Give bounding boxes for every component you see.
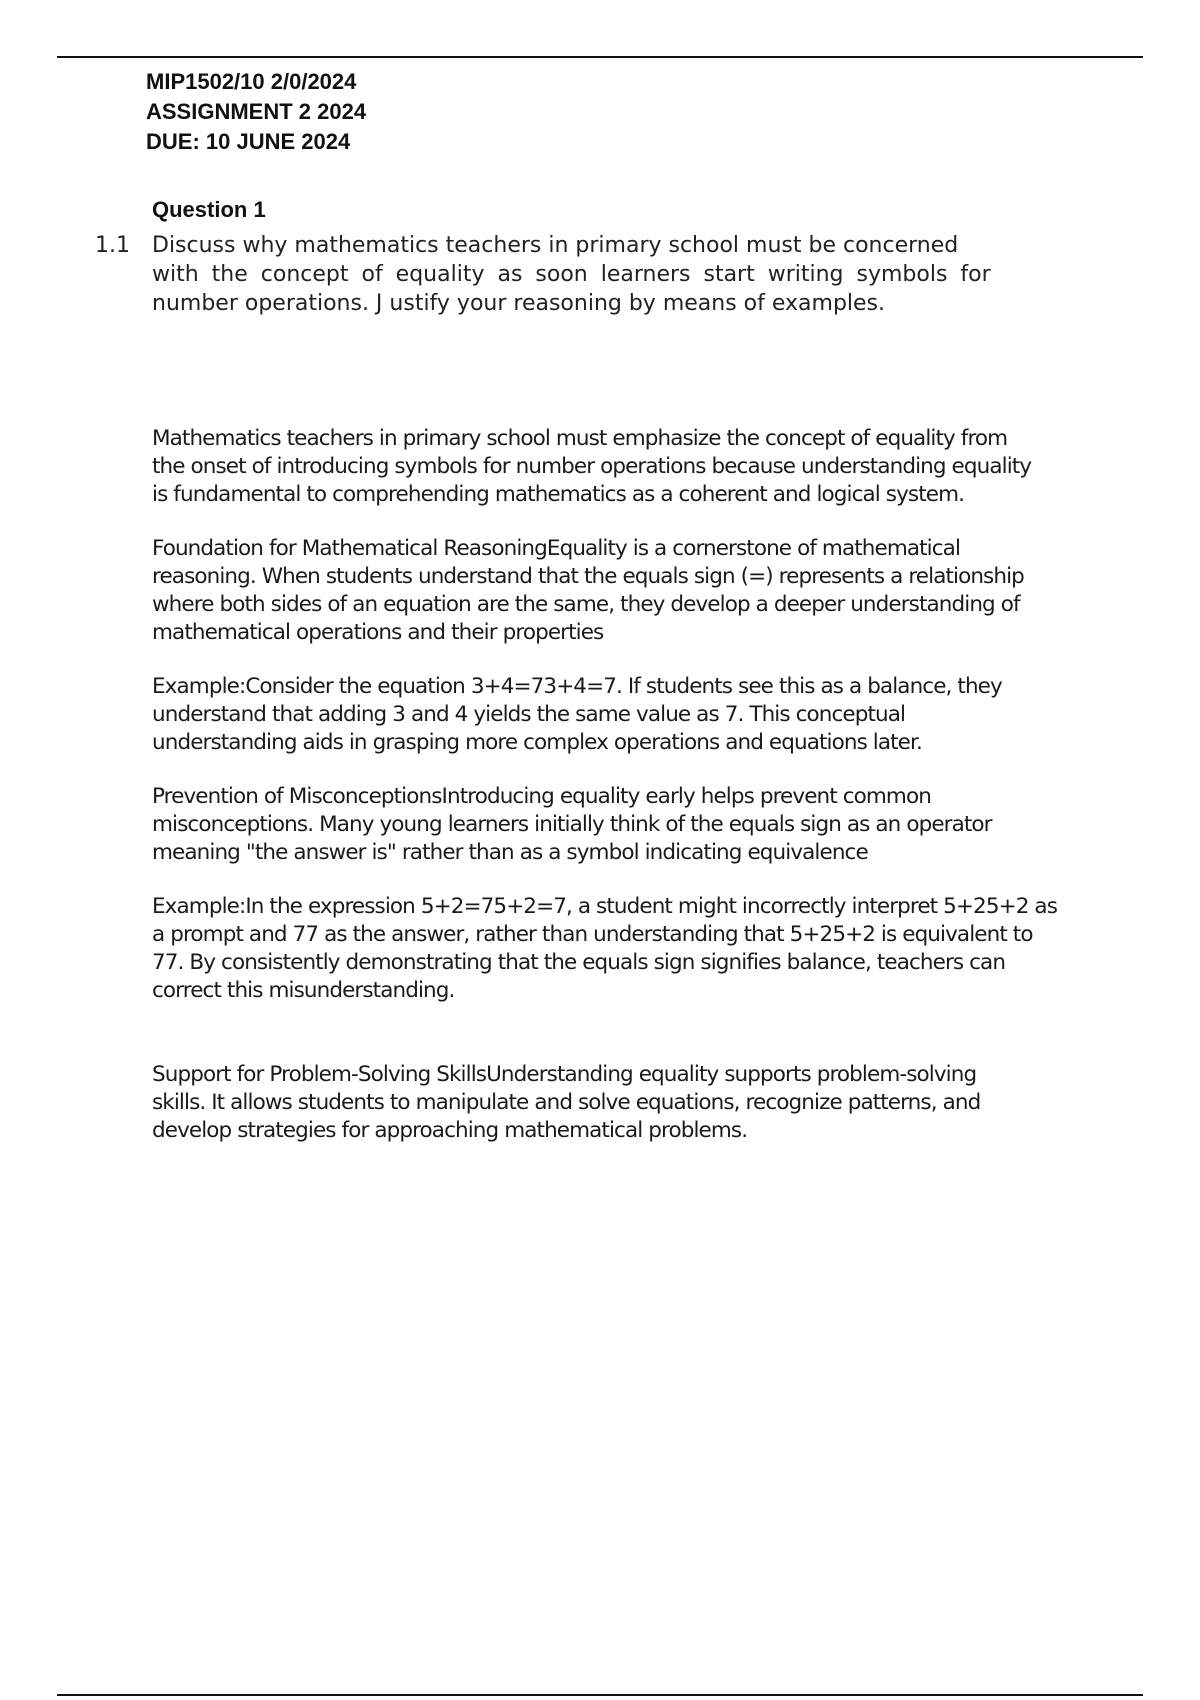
answer-paragraph bbox=[152, 1061, 1102, 1145]
answer-line: meaning "the answer is" rather than as a symbol indicating equivalence bbox=[152, 840, 868, 865]
question-line: number operations. J ustify your reasoning by means of examples. bbox=[152, 291, 886, 316]
answer-line: develop strategies for approaching mathematical problems. bbox=[152, 1118, 748, 1143]
answer-line: a prompt and 77 as the answer, rather than understanding that 5+25+2 is equivalent to bbox=[152, 922, 1033, 947]
answer-line: understand that adding 3 and 4 yields the same value as 7. This conceptual bbox=[152, 702, 906, 727]
answer-paragraph bbox=[152, 535, 1102, 647]
answer-body bbox=[152, 425, 1102, 1145]
answer-line: mathematical operations and their properties bbox=[152, 620, 604, 645]
answer-line: 77. By consistently demonstrating that the equals sign signifies balance, teachers can bbox=[152, 950, 1006, 975]
answer-line: where both sides of an equation are the same, they develop a deeper understanding of bbox=[152, 592, 1020, 617]
top-rule bbox=[57, 56, 1143, 58]
answer-line: skills. It allows students to manipulate and solve equations, recognize patterns, and bbox=[152, 1090, 981, 1115]
bottom-rule bbox=[57, 1694, 1143, 1696]
answer-line: reasoning. When students understand that the equals sign (=) represents a relationship bbox=[152, 564, 1024, 589]
answer-line: Mathematics teachers in primary school must emphasize the concept of equality from bbox=[152, 426, 1008, 451]
question-text bbox=[152, 231, 1032, 318]
answer-paragraph bbox=[152, 783, 1102, 867]
question-line: with the concept of equality as soon learners start writing symbols for bbox=[152, 262, 991, 287]
course-code: MIP1502/10 2/0/2024 bbox=[146, 69, 357, 94]
answer-line: the onset of introducing symbols for number operations because understanding equality bbox=[152, 454, 1032, 479]
answer-paragraph bbox=[152, 673, 1102, 757]
document-header bbox=[146, 67, 366, 157]
answer-line: Foundation for Mathematical ReasoningEquality is a cornerstone of mathematical bbox=[152, 536, 961, 561]
answer-line: Example:In the expression 5+2=75+2=7, a student might incorrectly interpret 5+25+2 as bbox=[152, 894, 1058, 919]
answer-line: is fundamental to comprehending mathematics as a coherent and logical system. bbox=[152, 482, 965, 507]
answer-line: correct this misunderstanding. bbox=[152, 978, 455, 1003]
due-date: DUE: 10 JUNE 2024 bbox=[146, 129, 351, 154]
answer-line: Example:Consider the equation 3+4=73+4=7. If students see this as a balance, they bbox=[152, 674, 1002, 699]
question-line: Discuss why mathematics teachers in primary school must be concerned bbox=[152, 233, 959, 258]
question-number: 1.1 bbox=[95, 233, 130, 258]
question-heading: Question 1 bbox=[152, 197, 266, 222]
answer-line: Support for Problem-Solving SkillsUnderstanding equality supports problem-solving bbox=[152, 1062, 977, 1087]
answer-paragraph bbox=[152, 893, 1102, 1005]
answer-line: misconceptions. Many young learners initially think of the equals sign as an operator bbox=[152, 812, 992, 837]
assignment-title: ASSIGNMENT 2 2024 bbox=[146, 99, 367, 124]
answer-line: Prevention of MisconceptionsIntroducing equality early helps prevent common bbox=[152, 784, 931, 809]
answer-line: understanding aids in grasping more complex operations and equations later. bbox=[152, 730, 922, 755]
answer-paragraph bbox=[152, 425, 1102, 509]
